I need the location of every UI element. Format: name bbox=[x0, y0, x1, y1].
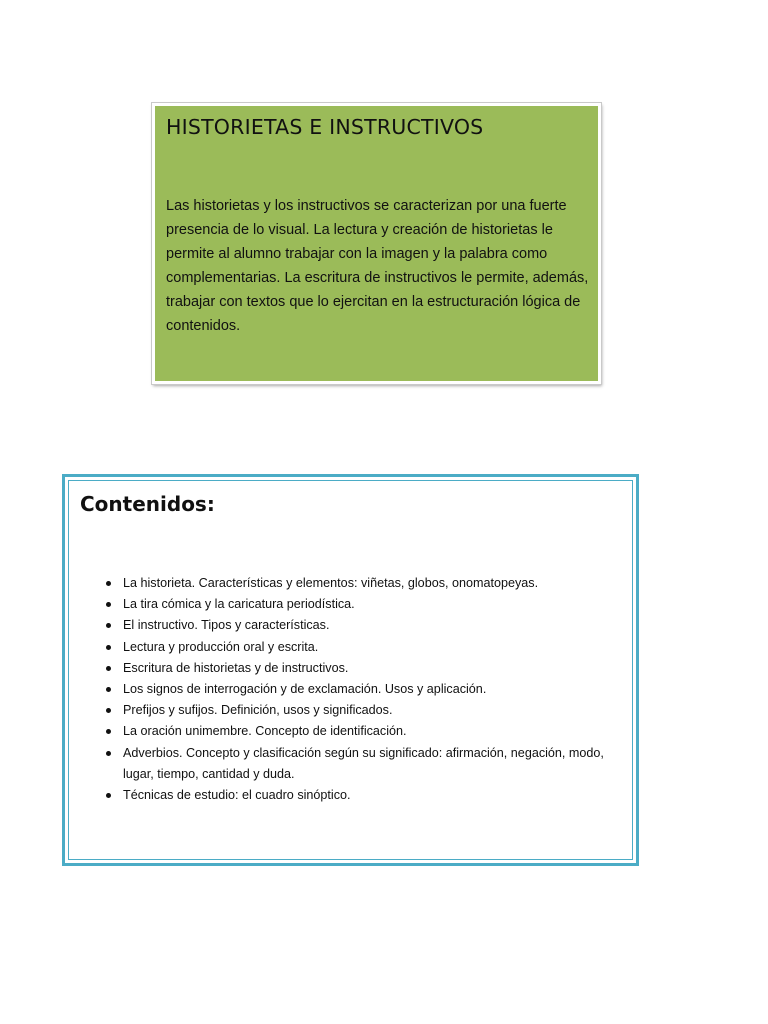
list-item-text: La tira cómica y la caricatura periodística. bbox=[123, 597, 355, 612]
list-item bbox=[123, 658, 623, 679]
list-item bbox=[123, 785, 623, 806]
bullet-icon bbox=[106, 793, 111, 798]
intro-box bbox=[152, 103, 601, 384]
list-item-text: La oración unimembre. Concepto de identificación. bbox=[123, 724, 407, 739]
list-item bbox=[123, 594, 623, 615]
list-item bbox=[123, 615, 623, 636]
contents-inner-frame bbox=[68, 480, 633, 860]
intro-title: HISTORIETAS E INSTRUCTIVOS bbox=[166, 115, 484, 139]
list-item bbox=[123, 679, 623, 700]
bullet-icon bbox=[106, 602, 111, 607]
bullet-icon bbox=[106, 729, 111, 734]
list-item bbox=[123, 721, 623, 742]
list-item-text: Lectura y producción oral y escrita. bbox=[123, 639, 319, 654]
list-item-text: Los signos de interrogación y de exclamación. Usos y aplicación. bbox=[123, 682, 487, 697]
list-item-text: El instructivo. Tipos y características. bbox=[123, 618, 330, 633]
list-item-text: Técnicas de estudio: el cuadro sinóptico. bbox=[123, 788, 351, 803]
bullet-icon bbox=[106, 581, 111, 586]
list-item bbox=[123, 743, 623, 785]
intro-paragraph: Las historietas y los instructivos se caracterizan por una fuerte presencia de lo visual. La lectura y creación de historietas le permite al alumno trabajar con la imagen y la palabra como complementarias. La escritura de instructivos le permite, además, trabajar con textos que lo ejercitan en la estructuración lógica de contenidos. bbox=[166, 198, 589, 334]
contents-list bbox=[123, 573, 623, 806]
list-item bbox=[123, 637, 623, 658]
list-item bbox=[123, 573, 623, 594]
bullet-icon bbox=[106, 687, 111, 692]
list-item-text: Adverbios. Concepto y clasificación según su significado: afirmación, negación, modo, lugar, tiempo, cantidad y duda. bbox=[123, 745, 604, 781]
list-item bbox=[123, 700, 623, 721]
list-item-text: Prefijos y sufijos. Definición, usos y significados. bbox=[123, 703, 393, 718]
bullet-icon bbox=[106, 708, 111, 713]
bullet-icon bbox=[106, 666, 111, 671]
contents-title: Contenidos: bbox=[80, 492, 215, 516]
list-item-text: La historieta. Características y elementos: viñetas, globos, onomatopeyas. bbox=[123, 576, 539, 590]
bullet-icon bbox=[106, 751, 111, 756]
list-item-text: Escritura de historietas y de instructivos. bbox=[123, 660, 349, 675]
bullet-icon bbox=[106, 623, 111, 628]
contents-box bbox=[62, 474, 639, 866]
bullet-icon bbox=[106, 645, 111, 650]
